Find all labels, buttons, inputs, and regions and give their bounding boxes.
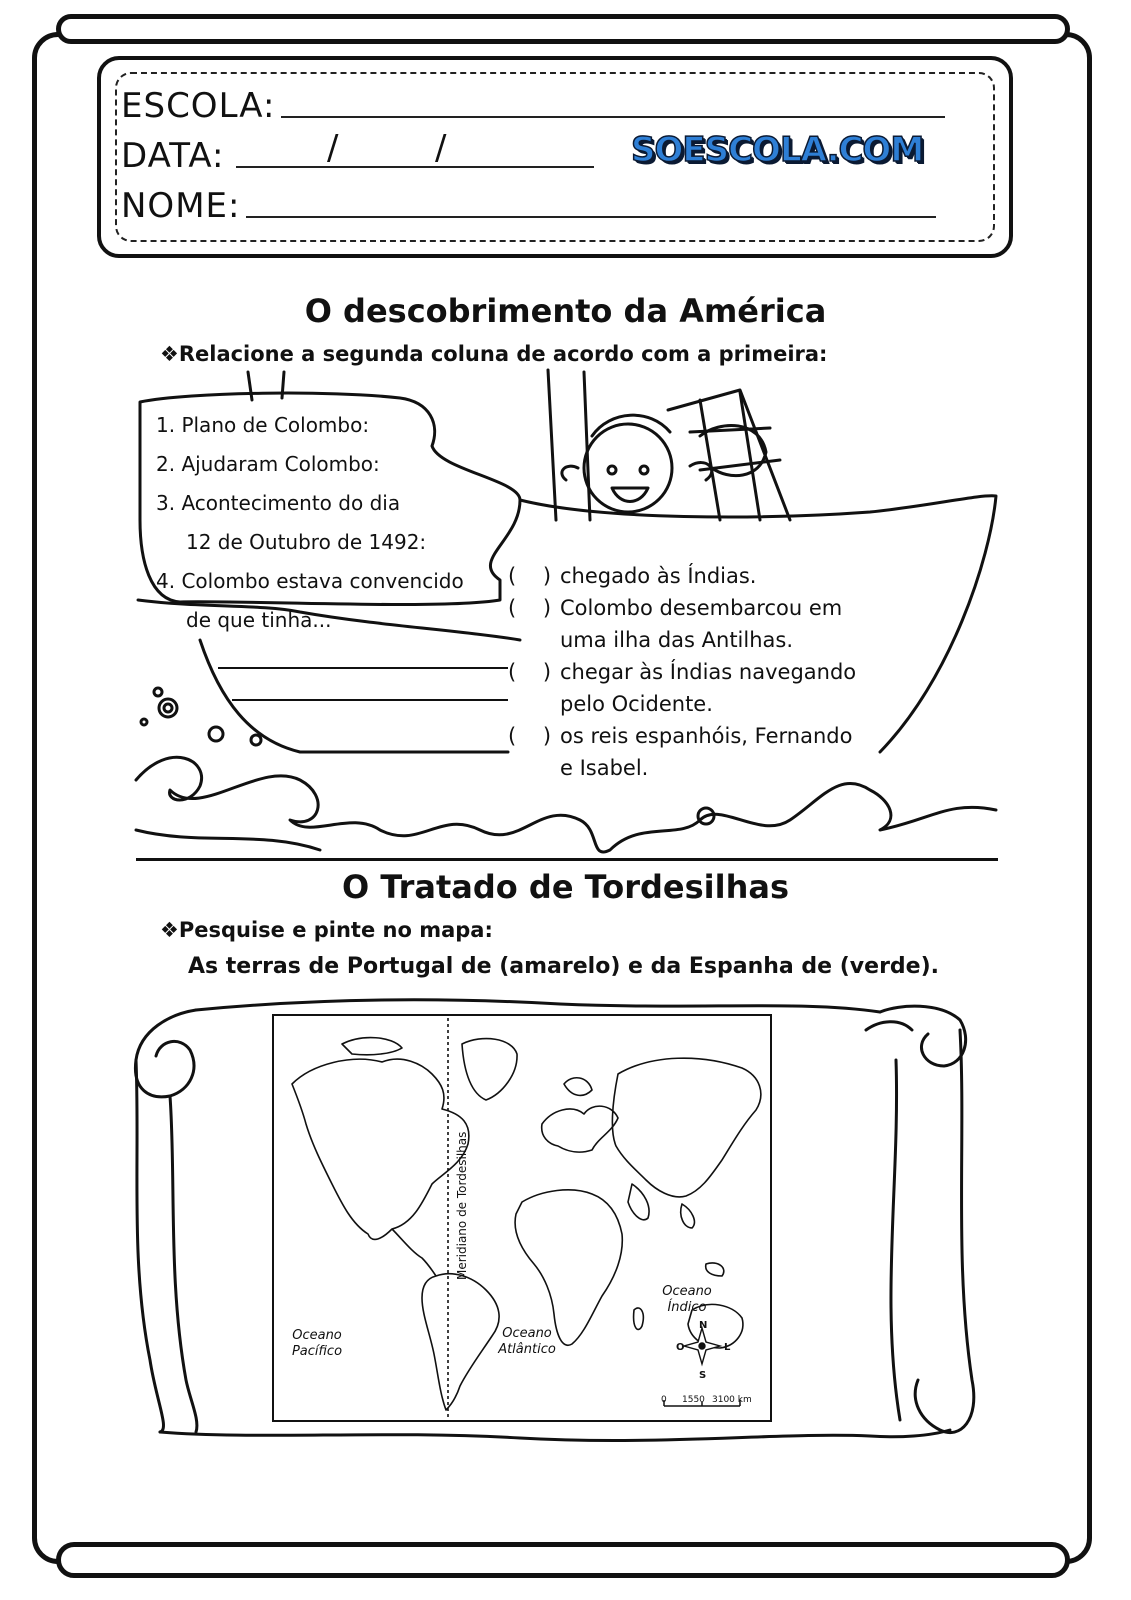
right-item-4-line-1: os reis espanhóis, Fernando bbox=[560, 724, 853, 748]
pacific-label-line-2: Pacífico bbox=[291, 1344, 343, 1359]
compass-n: N bbox=[699, 1320, 708, 1331]
nome-label: NOME: bbox=[121, 186, 241, 226]
compass-o: O bbox=[676, 1342, 685, 1353]
left-item-4a: 4. Colombo estava convencido bbox=[156, 569, 464, 593]
section2-instruction-2: As terras de Portugal de (amarelo) e da Espanha de (verde). bbox=[188, 954, 939, 979]
escola-label: ESCOLA: bbox=[121, 86, 276, 126]
soescola-logo[interactable]: SOESCOLA.COM bbox=[631, 130, 924, 170]
data-label: DATA: bbox=[121, 136, 225, 176]
scale-1: 1550 bbox=[682, 1395, 705, 1405]
left-item-3a: 3. Acontecimento do dia bbox=[156, 491, 401, 515]
right-item-1-line-1: chegado às Índias. bbox=[560, 564, 757, 588]
right-item-4-line-2: e Isabel. bbox=[560, 756, 649, 780]
date-slash-1: / bbox=[327, 128, 339, 168]
meridian-label: Meridiano de Tordesilhas bbox=[455, 1131, 469, 1280]
left-item-4b: de que tinha... bbox=[186, 608, 332, 632]
section2-instruction: ❖Pesquise e pinte no mapa: bbox=[160, 918, 493, 942]
pacific-label-line-1: Oceano bbox=[292, 1328, 342, 1343]
atlantic-label bbox=[492, 1326, 562, 1358]
right-item-2-line-1: Colombo desembarcou em bbox=[560, 596, 843, 620]
section2-title: O Tratado de Tordesilhas bbox=[341, 868, 790, 906]
date-slash-2: / bbox=[435, 128, 447, 168]
indian-label-line-1: Oceano bbox=[662, 1284, 712, 1299]
right-item-3-line-2: pelo Ocidente. bbox=[560, 692, 713, 716]
section1-instruction: ❖Relacione a segunda coluna de acordo com a primeira: bbox=[160, 342, 828, 366]
indian-label-line-2: Índico bbox=[667, 1300, 707, 1315]
left-item-2: 2. Ajudaram Colombo: bbox=[156, 452, 380, 476]
scale-2: 3100 km bbox=[712, 1395, 752, 1405]
answer-slot-3[interactable]: ( ) bbox=[508, 660, 552, 684]
answer-slot-2[interactable]: ( ) bbox=[508, 596, 552, 620]
world-map bbox=[272, 1014, 772, 1424]
compass-l: L bbox=[724, 1342, 731, 1353]
answer-slot-4[interactable]: ( ) bbox=[508, 724, 552, 748]
pacific-label bbox=[282, 1328, 352, 1360]
left-item-1: 1. Plano de Colombo: bbox=[156, 413, 370, 437]
atlantic-label-line-1: Oceano bbox=[502, 1326, 552, 1341]
section1-title: O descobrimento da América bbox=[304, 292, 827, 330]
right-item-3-line-1: chegar às Índias navegando bbox=[560, 660, 857, 684]
right-item-2-line-2: uma ilha das Antilhas. bbox=[560, 628, 794, 652]
scale-0: 0 bbox=[661, 1395, 667, 1405]
left-item-3b: 12 de Outubro de 1492: bbox=[186, 530, 427, 554]
indian-label bbox=[652, 1284, 722, 1316]
compass-s: S bbox=[699, 1370, 707, 1381]
atlantic-label-line-2: Atlântico bbox=[498, 1342, 556, 1357]
answer-slot-1[interactable]: ( ) bbox=[508, 564, 552, 588]
